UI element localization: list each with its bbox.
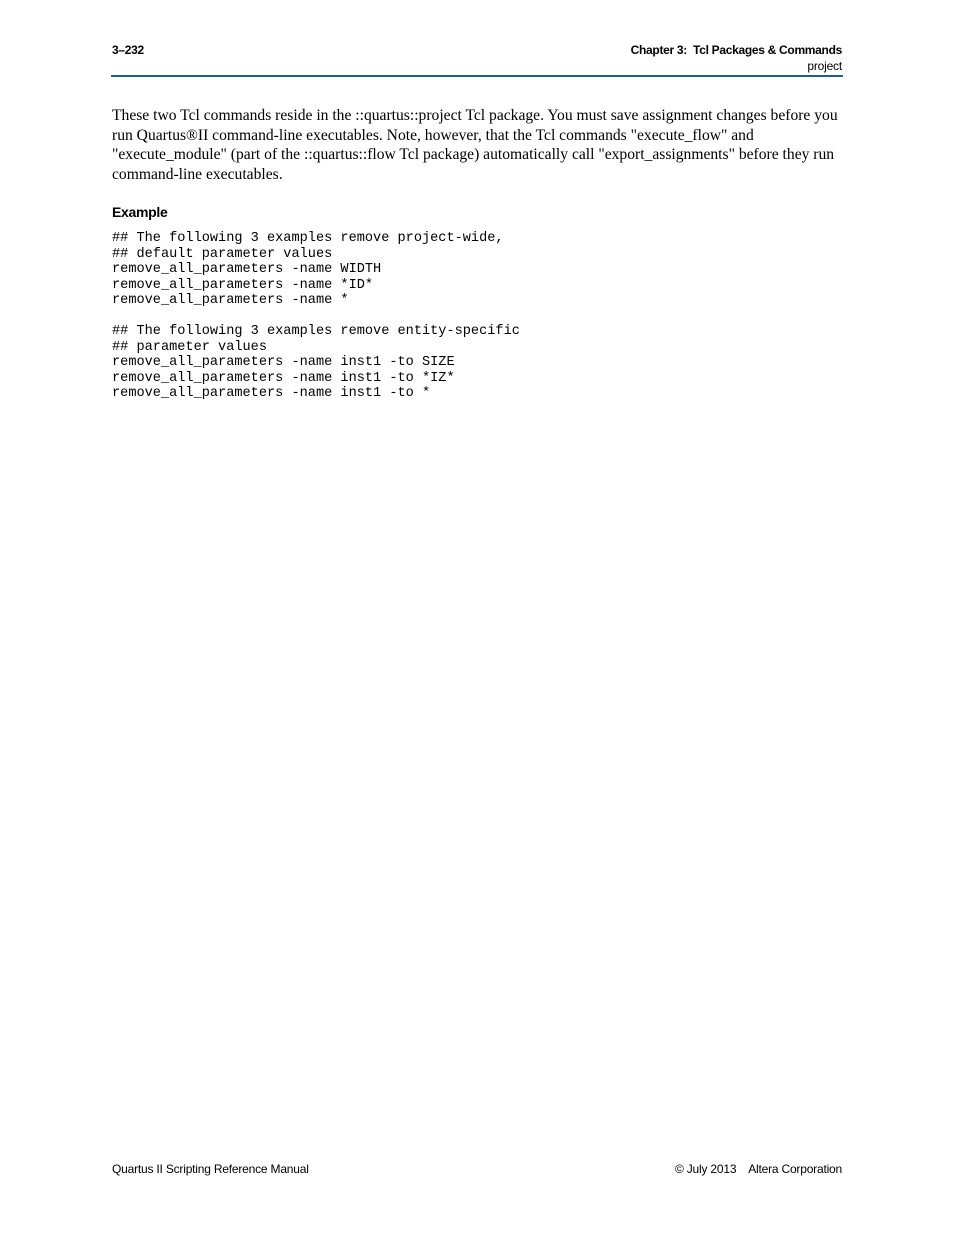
section-name: project [807,59,842,73]
code-line: remove_all_parameters -name *ID* [112,277,374,293]
code-line: remove_all_parameters -name inst1 -to *IZ* [112,370,455,386]
copyright-notice: © July 2013 Altera Corporation [674,1162,842,1176]
code-block [112,231,520,402]
code-line: ## The following 3 examples remove entity-specific [112,324,520,340]
code-line: ## parameter values [112,339,267,355]
code-line: remove_all_parameters -name inst1 -to * [112,386,431,402]
code-line-blank [112,309,520,325]
header-rule [111,75,843,77]
code-line: ## The following 3 examples remove project-wide, [112,231,504,246]
code-line: remove_all_parameters -name WIDTH [112,262,382,278]
example-heading: Example [112,204,168,220]
code-line: remove_all_parameters -name * [112,293,349,309]
page-number: 3–232 [112,43,144,57]
code-line: ## default parameter values [112,246,333,262]
manual-title: Quartus II Scripting Reference Manual [112,1162,309,1176]
code-line: remove_all_parameters -name inst1 -to SIZE [112,355,455,371]
chapter-title: Chapter 3: Tcl Packages & Commands [630,43,842,57]
body-paragraph: These two Tcl commands reside in the ::quartus::project Tcl package. You must save assignment changes before you run Quartus®II command-line executables. Note, however, that the Tcl commands "execute_flow" and "execute_module" (part of the ::quartus::flow Tcl package) automatically call "export_assignments" before they run command-line executables. [112,107,838,183]
